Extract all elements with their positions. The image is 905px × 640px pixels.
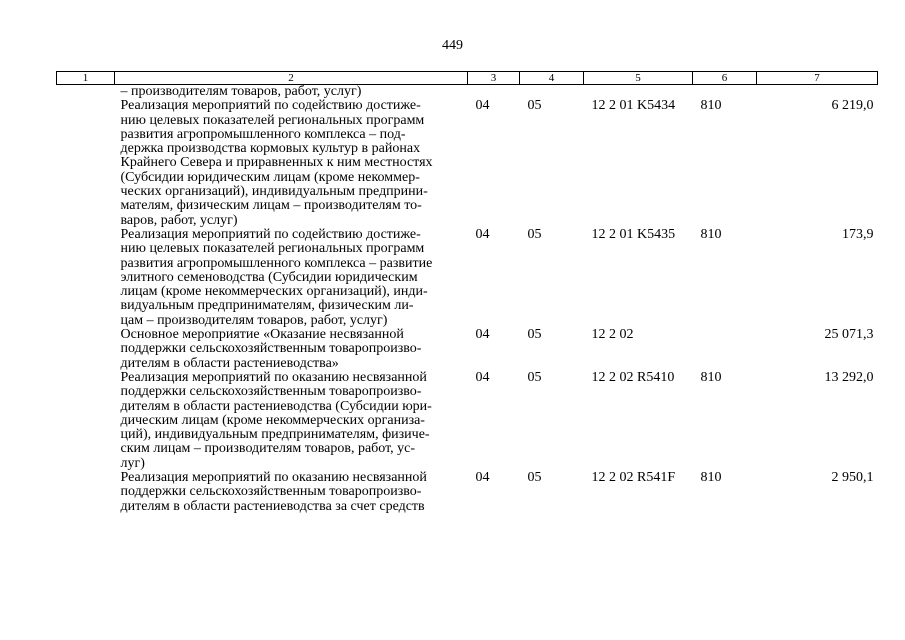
column-header-6: 6 [693,72,757,85]
item-name-line: ческих организаций), индивидуальным предприни- [120,184,428,200]
cell-expense-type: 810 [700,98,722,114]
column-header-5: 5 [584,72,693,85]
item-name-line: Реализация мероприятий по содействию достиже- [120,98,421,114]
budget-table [56,71,878,514]
item-name-line: ским лицам – производителям товаров, работ, ус- [120,441,416,457]
column-header-4: 4 [520,72,584,85]
item-name-line: развития агропромышленного комплекса – развитие [120,255,433,271]
table-body [57,85,878,514]
column-header-3: 3 [468,72,520,85]
cell-expense-type: 810 [700,470,722,486]
cell-section-code: 04 [475,226,490,242]
item-name-line: Реализация мероприятий по содействию достиже- [120,226,421,242]
cell-item-name [115,85,468,100]
cell-target-article: 12 2 02 [591,327,634,343]
cell-amount: 173,9 [842,226,874,242]
page-number: 449 [442,38,463,53]
cell-row-number [57,371,115,471]
cell-section-code: 04 [475,98,490,114]
item-name-line: варов, работ, услуг) [120,212,238,228]
cell-amount: 13 292,0 [824,369,874,385]
item-name-line: дителям в области растениеводства за счет средств [120,498,425,514]
item-name-line: элитного семеноводства (Субсидии юридическим [120,269,418,285]
item-name-line: поддержки сельскохозяйственным товаропроизво- [120,484,422,500]
table-row [57,471,878,514]
item-name-line: Реализация мероприятий по оказанию несвязанной [120,369,427,385]
item-name-line: поддержки сельскохозяйственным товаропроизво- [120,384,422,400]
cell-subsection-code: 05 [527,470,542,486]
column-header-1: 1 [57,72,115,85]
cell-amount: 6 219,0 [831,98,874,114]
item-name-line: Реализация мероприятий по оказанию несвязанной [120,470,427,486]
cell-item-name [115,328,468,371]
item-name-line: – производителям товаров, работ, услуг) [120,84,362,99]
item-name-line: развития агропромышленного комплекса – под- [120,126,406,142]
column-header-7: 7 [757,72,878,85]
cell-amount: 2 950,1 [831,470,874,486]
item-name-line: дическим лицам (кроме некоммерческих организа- [120,412,425,428]
cell-row-number [57,99,115,228]
cell-item-name [115,228,468,328]
cell-item-name [115,99,468,228]
cell-target-article [584,85,693,100]
table-row [57,371,878,471]
item-name-line: видуальным предпринимателям, физическим ли- [120,298,414,314]
cell-expense-type [693,85,757,100]
item-name-line: мателям, физическим лицам – производителям то- [120,198,422,214]
cell-item-name [115,471,468,514]
cell-subsection-code: 05 [527,226,542,242]
column-header-2: 2 [115,72,468,85]
cell-amount: 25 071,3 [824,327,874,343]
cell-subsection-code [520,85,584,100]
table-header-row [57,72,878,85]
item-name-line: ций), индивидуальным предпринимателям, физиче- [120,427,430,443]
item-name-line: цам – производителям товаров, работ, услуг) [120,312,388,328]
cell-item-name [115,371,468,471]
cell-expense-type: 810 [700,226,722,242]
cell-target-article: 12 2 01 K5434 [591,98,676,114]
item-name-line: луг) [120,455,145,471]
cell-amount [757,85,878,100]
cell-subsection-code: 05 [527,327,542,343]
cell-expense-type: 810 [700,369,722,385]
cell-target-article: 12 2 02 R541F [591,470,676,486]
cell-row-number [57,85,115,100]
table-row [57,99,878,228]
item-name-line: держка производства кормовых культур в районах [120,141,421,157]
cell-section-code: 04 [475,327,490,343]
item-name-line: нию целевых показателей региональных программ [120,241,425,257]
item-name-line: нию целевых показателей региональных программ [120,112,425,128]
cell-subsection-code: 05 [527,98,542,114]
item-name-line: Основное мероприятие «Оказание несвязанной [120,327,404,343]
item-name-line: поддержки сельскохозяйственным товаропроизво- [120,341,422,357]
cell-row-number [57,328,115,371]
item-name-line: Крайнего Севера и приравненных к ним местностях [120,155,433,171]
item-name-line: дителям в области растениеводства (Субсидии юри- [120,398,432,414]
cell-row-number [57,228,115,328]
cell-section-code: 04 [475,369,490,385]
cell-subsection-code: 05 [527,369,542,385]
item-name-line: (Субсидии юридическим лицам (кроме некоммер- [120,169,420,185]
table-row [57,328,878,371]
table-row [57,85,878,100]
cell-target-article: 12 2 02 R5410 [591,369,675,385]
cell-section-code: 04 [475,470,490,486]
cell-expense-type [693,328,757,371]
item-name-line: дителям в области растениеводства» [120,355,339,371]
cell-section-code [468,85,520,100]
cell-target-article: 12 2 01 K5435 [591,226,676,242]
item-name-line: лицам (кроме некоммерческих организаций), инди- [120,284,428,300]
cell-row-number [57,471,115,514]
table-row [57,228,878,328]
